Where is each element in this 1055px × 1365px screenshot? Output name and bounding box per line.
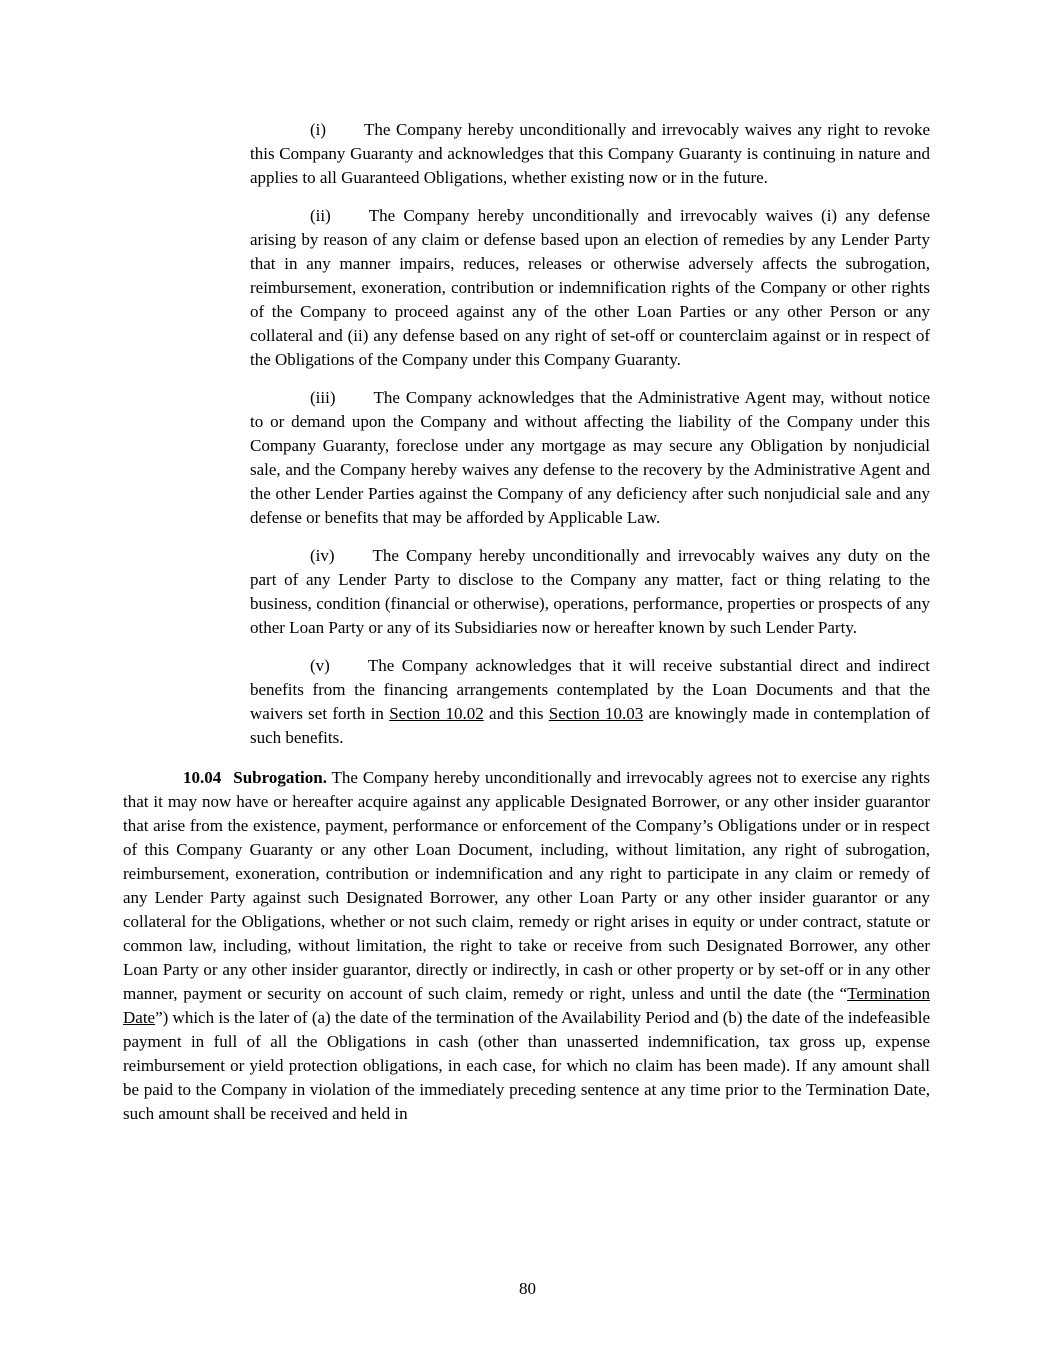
paragraph-label-v: (v) bbox=[310, 656, 330, 675]
page-number: 80 bbox=[519, 1279, 536, 1298]
paragraph-text-ii: The Company hereby unconditionally and irrevocably waives (i) any defense arising by reason of any claim or defense based upon an election of remedies by any Lender Party that in any manner impairs, reduces, releases or otherwise adversely affects the subrogation, reimbursement, exoneration, contribution or indemnification rights of the Company or other rights of the Company to proceed against any of the other Loan Parties or any other Person or any collateral and (ii) any defense based on any right of set-off or counterclaim against or in respect of the Obligations of the Company under this Company Guaranty. bbox=[250, 206, 930, 369]
paragraph-text-i: The Company hereby unconditionally and irrevocably waives any right to revoke this Company Guaranty and acknowledges that this Company Guaranty is continuing in nature and applies to all Guaranteed Obligations, whether existing now or in the future. bbox=[250, 120, 930, 187]
paragraph-label-i: (i) bbox=[310, 120, 327, 139]
section-body-text: The Company hereby unconditionally and irrevocably agrees not to exercise any rights that it may now have or hereafter acquire against any applicable Designated Borrower, or any other insider guarantor that arise from the existence, payment, performance or enforcement of the Company’s Obligations under or in respect of this Company Guaranty or any other Loan Document, including, without limitation, any right of subrogation, reimbursement, exoneration, contribution or indemnification and any right to participate in any claim or remedy of any Lender Party against such Designated Borrower, any other Loan Party or any other insider guarantor or any collateral for the Obligations, whether or not such claim, remedy or right arises in equity or under contract, statute or common law, including, without limitation, the right to take or receive from such Designated Borrower, any other Loan Party or any other insider guarantor, directly or indirectly, in cash or other property or by set-off or in any other manner, payment or security on account of such claim, remedy or right, unless and until the date (the “Termination Date”) which is the later of (a) the date of the termination of the Availability Period and (b) the date of the indefeasible payment in full of all the Obligations in cash (other than unasserted indemnification, tax gross up, expense reimbursement or yield protection obligations, in each case, for which no claim has been made). If any amount shall be paid to the Company in violation of the immediately preceding sentence at any time prior to the Termination Date, such amount shall be received and held in bbox=[123, 768, 930, 1123]
paragraph-text-iii: The Company acknowledges that the Administrative Agent may, without notice to or demand upon the Company and without affecting the liability of the Company under this Company Guaranty, foreclose under any mortgage as may secure any Obligation by nonjudicial sale, and the Company hereby waives any defense to the recovery by the Administrative Agent and the other Lender Parties against the Company of any deficiency after such nonjudicial sale and any defense or benefits that may be afforded by Applicable Law. bbox=[250, 388, 930, 527]
section-title: Subrogation. bbox=[233, 768, 327, 787]
section-10-04-paragraph bbox=[123, 766, 930, 1126]
paragraph-label-iii: (iii) bbox=[310, 388, 336, 407]
paragraph-text-iv: The Company hereby unconditionally and irrevocably waives any duty on the part of any Lender Party to disclose to the Company any matter, fact or thing relating to the business, condition (financial or otherwise), operations, performance, properties or prospects of any other Loan Party or any of its Subsidiaries now or hereafter known by such Lender Party. bbox=[250, 546, 930, 637]
sub-paragraph-v bbox=[250, 654, 930, 750]
sub-paragraph-iv bbox=[250, 544, 930, 640]
paragraph-label-ii: (ii) bbox=[310, 206, 331, 225]
sub-paragraph-ii bbox=[250, 204, 930, 372]
sub-paragraph-i bbox=[250, 118, 930, 190]
section-number: 10.04 bbox=[183, 768, 222, 787]
paragraph-label-iv: (iv) bbox=[310, 546, 335, 565]
paragraph-text-v: The Company acknowledges that it will receive substantial direct and indirect benefits from the financing arrangements contemplated by the Loan Documents and that the waivers set forth in Section 10.02 and this Section 10.03 are knowingly made in contemplation of such benefits. bbox=[250, 656, 930, 747]
page-footer bbox=[0, 1277, 1055, 1301]
sub-paragraph-iii bbox=[250, 386, 930, 530]
